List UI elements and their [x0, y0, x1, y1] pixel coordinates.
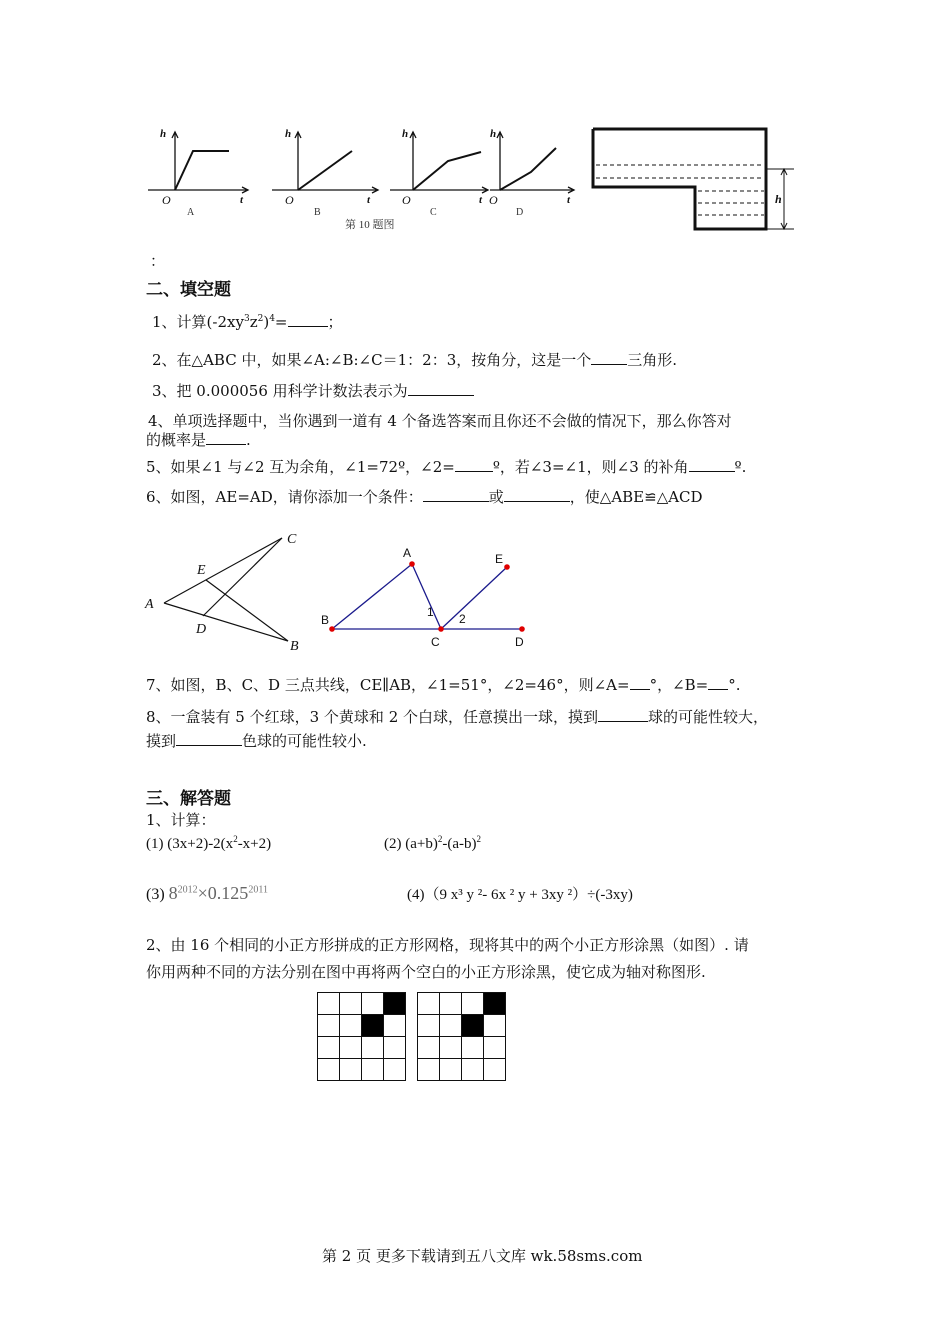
- grid-cell-black: [384, 993, 406, 1015]
- graph-c-h-label: h: [402, 128, 409, 140]
- q8-answer-blank-2[interactable]: [176, 729, 242, 746]
- grid-cell-black: [484, 993, 506, 1015]
- graph-label-c: C: [430, 207, 437, 218]
- q7-label-e: E: [495, 552, 504, 566]
- q1: 1、计算$(-2xy^3z^2)^4=$ ；: [152, 310, 343, 333]
- grid-cell[interactable]: [418, 993, 440, 1015]
- q4-line2: 的概率是 .: [146, 428, 251, 451]
- q6-label-d: D: [196, 622, 207, 637]
- graph-label-d: D: [516, 207, 524, 218]
- grid-cell[interactable]: [484, 1059, 506, 1081]
- q4-answer-blank[interactable]: [206, 428, 246, 445]
- grid-cell[interactable]: [418, 1037, 440, 1059]
- q7-answer-blank-2[interactable]: [708, 673, 728, 690]
- graph-a-origin: O: [162, 193, 171, 207]
- grid-cell[interactable]: [318, 1059, 340, 1081]
- graph-c-t-label: t: [479, 194, 483, 206]
- q8-line1: 8、一盒装有 5 个红球，3 个黄球和 2 个白球，任意摸出一球，摸到 球的可能性较大，: [146, 705, 768, 728]
- q3-answer-blank[interactable]: [408, 379, 474, 396]
- grid-right: [417, 992, 506, 1081]
- figure-q7: [315, 540, 535, 655]
- q6-label-c: C: [287, 532, 297, 547]
- grid-cell-black: [362, 1015, 384, 1037]
- grid-cell[interactable]: [384, 1059, 406, 1081]
- q1-answer-blank[interactable]: [288, 310, 328, 327]
- grid-cell[interactable]: [318, 993, 340, 1015]
- grid-cell[interactable]: [340, 1037, 362, 1059]
- q5-answer-blank-1[interactable]: [455, 455, 493, 472]
- grid-cell[interactable]: [340, 1015, 362, 1037]
- section-3-title: 三、解答题: [146, 789, 231, 809]
- q7-label-b: B: [321, 613, 330, 627]
- q5: 5、如果∠1 与∠2 互为余角，∠1=72º，∠2= º，若∠3=∠1，则∠3 的补角 º.: [146, 455, 746, 478]
- q8-answer-blank-1[interactable]: [598, 705, 648, 722]
- q7: 7、如图，B、C、D 三点共线，CE∥AB，∠1=51°，∠2=46°，则∠A= °，∠B= °.: [146, 673, 741, 696]
- q6-label-e: E: [197, 563, 206, 578]
- grid-cell[interactable]: [418, 1015, 440, 1037]
- grid-cell[interactable]: [384, 1015, 406, 1037]
- figure-q6: [140, 525, 310, 655]
- graph-a-t-label: t: [240, 194, 244, 206]
- q7-angle-2: 2: [459, 612, 466, 626]
- s3-q1-part1: (1) $(3x+2)-2(x^2-x+2)$: [146, 834, 272, 852]
- grid-cell[interactable]: [384, 1037, 406, 1059]
- grid-cell[interactable]: [440, 1059, 462, 1081]
- grid-cell[interactable]: [484, 1015, 506, 1037]
- graph-a-h-label: h: [160, 128, 167, 140]
- q6-label-a: A: [145, 597, 154, 612]
- figure-10-container: [588, 125, 798, 235]
- figure-10-graphs: [140, 120, 590, 235]
- grid-cell[interactable]: [362, 1037, 384, 1059]
- figure-10-caption: 第 10 题图: [345, 219, 395, 231]
- q6: 6、如图，AE=AD，请你添加一个条件： 或 ，使△ABE≌△ACD: [146, 485, 703, 508]
- graph-b-h-label: h: [285, 128, 292, 140]
- grid-cell[interactable]: [362, 993, 384, 1015]
- graph-d-origin: O: [489, 193, 498, 207]
- q5-answer-blank-2[interactable]: [689, 455, 735, 472]
- q4-line1: 4、单项选择题中，当你遇到一道有 4 个备选答案而且你还不会做的情况下，那么你答对: [148, 412, 732, 430]
- container-h-label: h: [775, 192, 782, 206]
- s3-q2-line1: 2、由 16 个相同的小正方形拼成的正方形网格，现将其中的两个小正方形涂黑（如图）. 请: [146, 936, 749, 954]
- q7-angle-1: 1: [427, 605, 434, 619]
- grid-cell[interactable]: [340, 993, 362, 1015]
- grid-cell[interactable]: [318, 1037, 340, 1059]
- graph-label-b: B: [314, 207, 321, 218]
- s3-q1-part4: (4)（9 x³ y ²- 6x ² y + 3xy ²）÷(-3xy): [407, 887, 633, 903]
- q6-label-b: B: [290, 639, 299, 654]
- graph-d-h-label: h: [490, 128, 497, 140]
- grid-cell[interactable]: [440, 1037, 462, 1059]
- graph-d-t-label: t: [567, 194, 571, 206]
- grid-cell[interactable]: [440, 993, 462, 1015]
- graph-b-t-label: t: [367, 194, 371, 206]
- graph-label-a: A: [187, 207, 195, 218]
- grid-cell[interactable]: [418, 1059, 440, 1081]
- grid-left: [317, 992, 406, 1081]
- s3-q2-line2: 你用两种不同的方法分别在图中再将两个空白的小正方形涂黑，使它成为轴对称图形.: [146, 963, 706, 981]
- grid-cell[interactable]: [340, 1059, 362, 1081]
- s3-q1-part3: (3) $8^{2012}\times 0.125^{2011}$: [146, 883, 268, 903]
- graph-b-origin: O: [285, 193, 294, 207]
- graph-c-origin: O: [402, 193, 411, 207]
- grid-cell-black: [462, 1015, 484, 1037]
- grid-cell[interactable]: [462, 1059, 484, 1081]
- s3-q1-label: 1、计算：: [146, 811, 216, 829]
- q3: 3、把 0.000056 用科学计数法表示为: [152, 379, 474, 402]
- grid-cell[interactable]: [362, 1059, 384, 1081]
- page-footer: 第 2 页 更多下载请到五八文库 wk.58sms.com: [322, 1247, 643, 1265]
- grid-cell[interactable]: [318, 1015, 340, 1037]
- grid-cell[interactable]: [440, 1015, 462, 1037]
- q8-line2: 摸到 色球的可能性较小.: [146, 729, 367, 752]
- section-2-title: 二、填空题: [146, 280, 231, 300]
- q7-label-a: A: [403, 546, 412, 560]
- grid-cell[interactable]: [462, 1037, 484, 1059]
- q2: 2、在△ABC 中，如果∠A:∠B:∠C＝1：2：3，按角分，这是一个 三角形.: [152, 348, 677, 371]
- q2-answer-blank[interactable]: [591, 348, 627, 365]
- q7-answer-blank-1[interactable]: [630, 673, 650, 690]
- grid-cell[interactable]: [484, 1037, 506, 1059]
- grid-cell[interactable]: [462, 993, 484, 1015]
- q7-label-d: D: [515, 635, 524, 649]
- stray-colon: ：: [150, 252, 166, 270]
- q6-answer-blank-1[interactable]: [423, 485, 489, 502]
- s3-q1-part2: (2) $(a+b)^2-(a-b)^2$: [384, 834, 481, 852]
- q7-label-c: C: [431, 635, 440, 649]
- q6-answer-blank-2[interactable]: [504, 485, 570, 502]
